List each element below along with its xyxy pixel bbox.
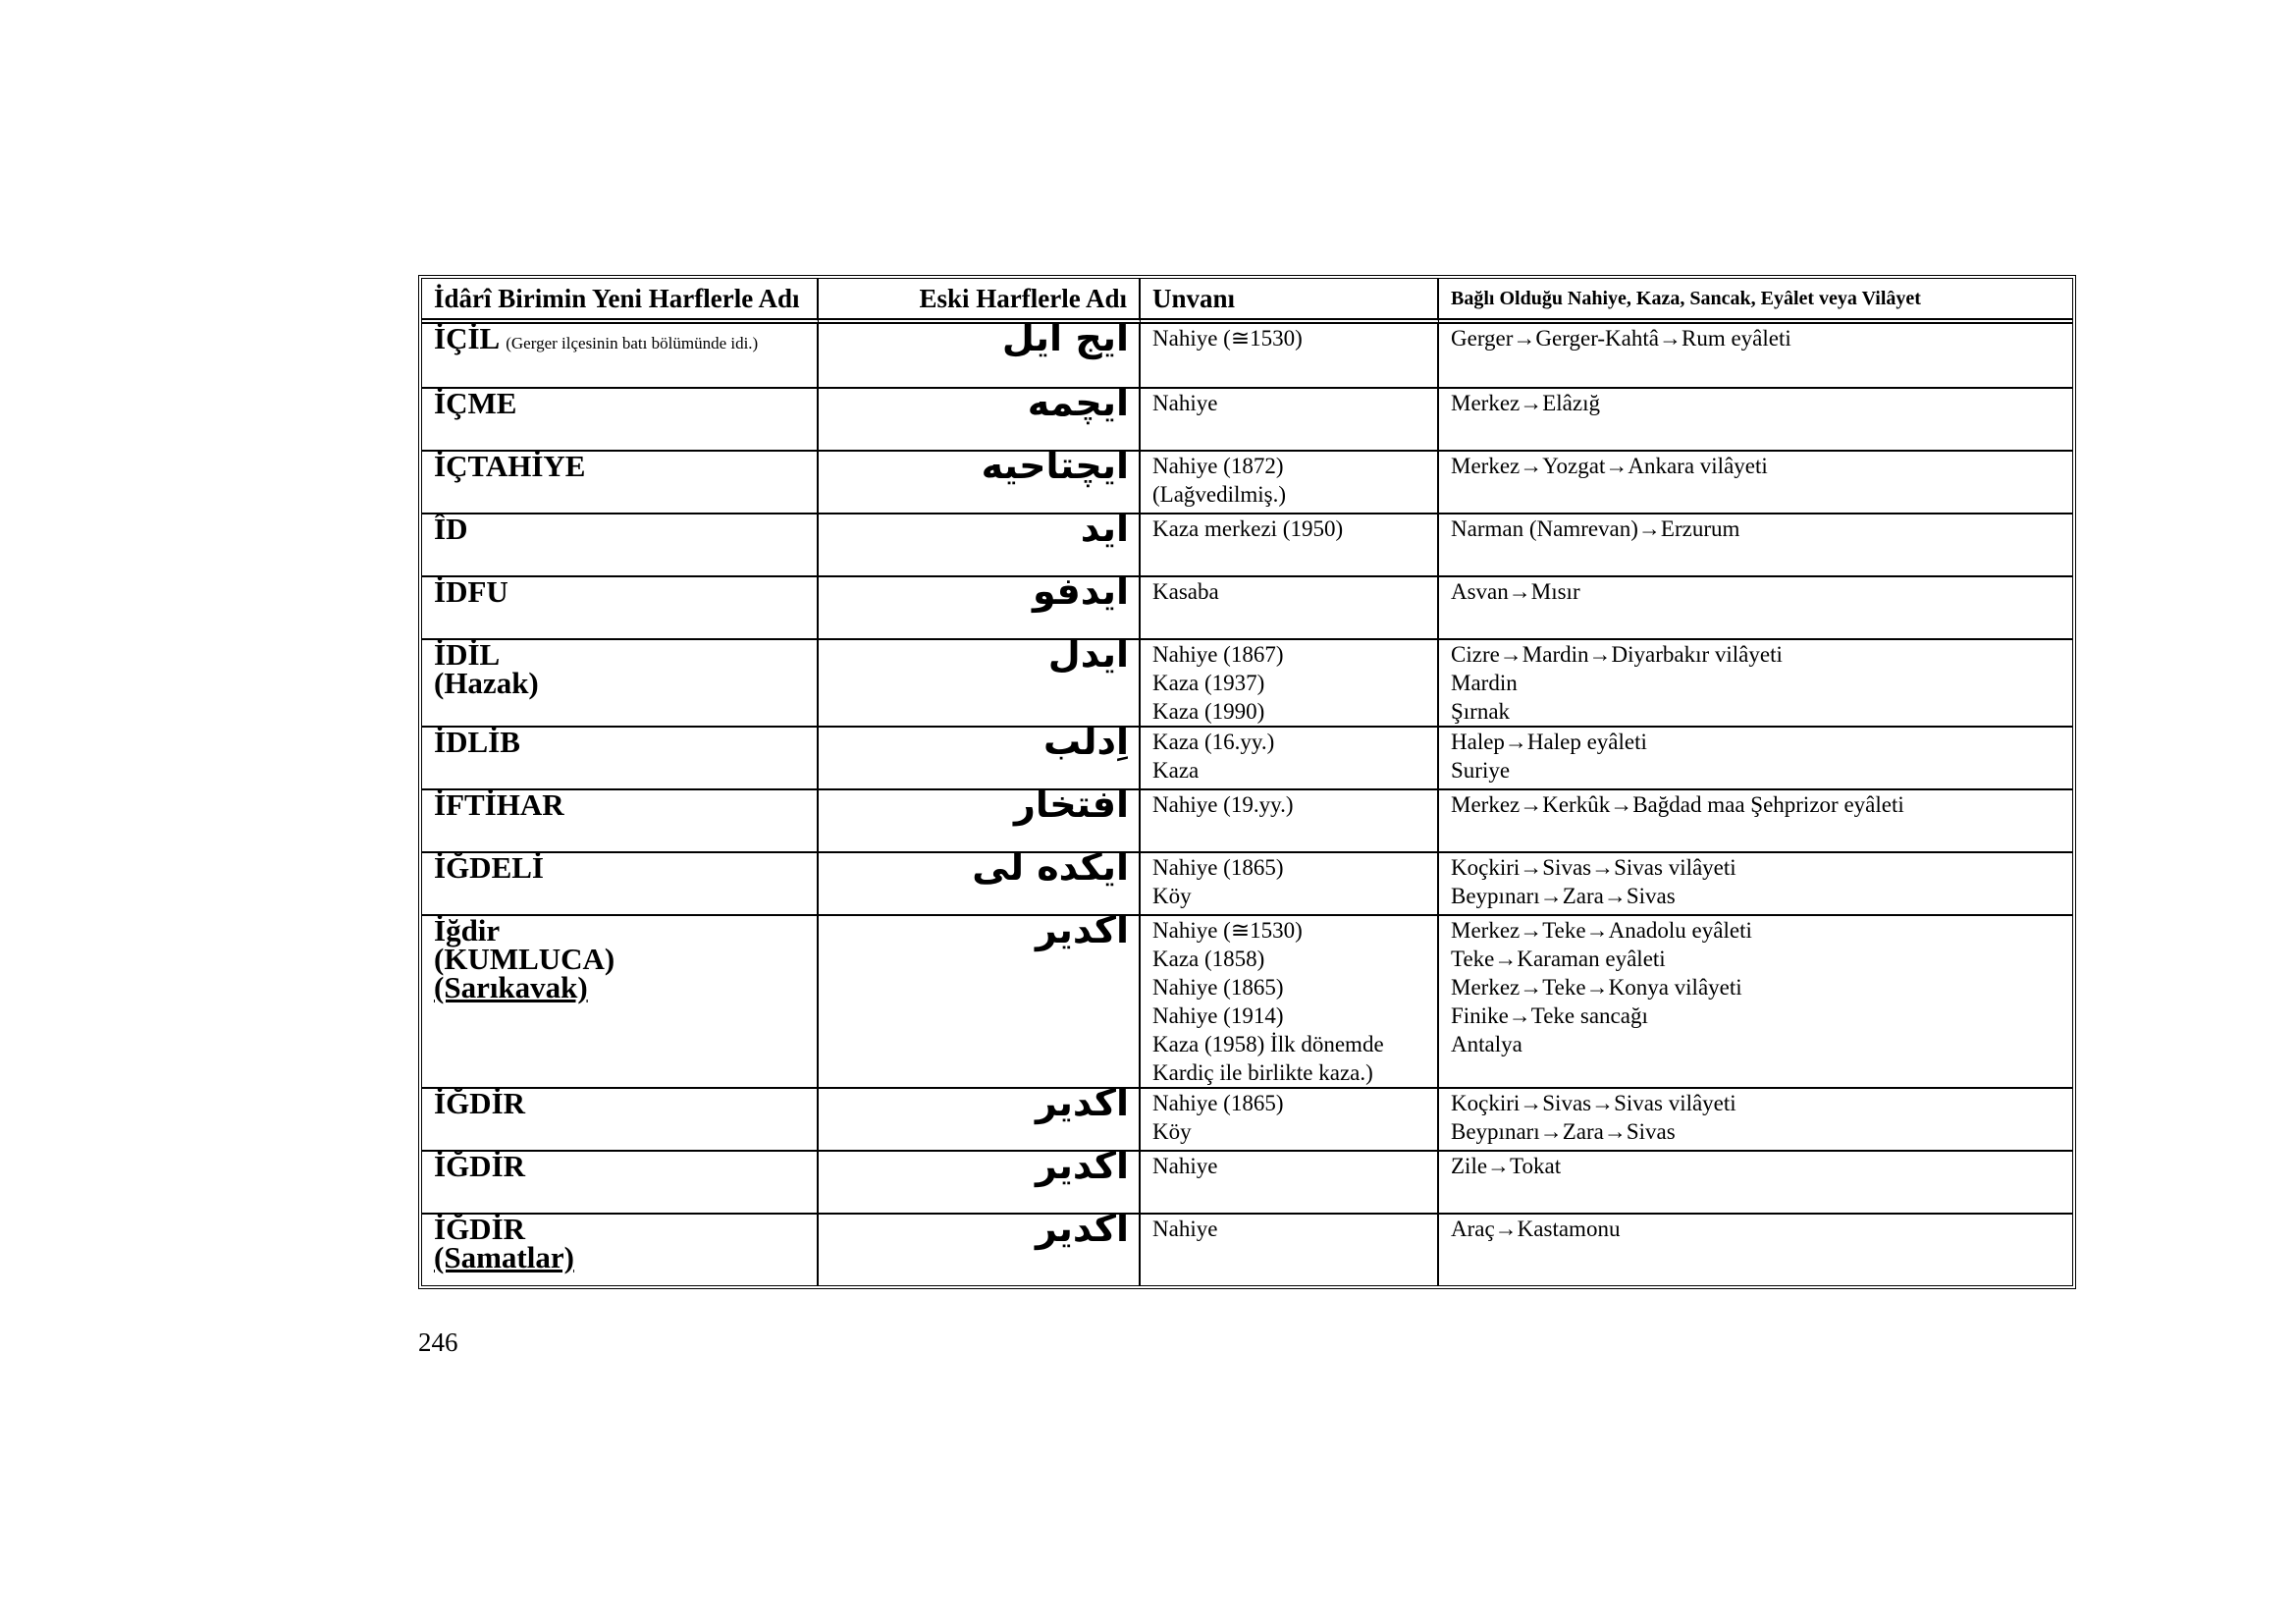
title-cell	[1141, 1215, 1439, 1285]
parent-line: Merkez→Yozgat→Ankara vilâyeti	[1451, 454, 1768, 478]
name-line: İĞDİR	[434, 1212, 526, 1246]
parent-line: Zile→Tokat	[1451, 1154, 1562, 1178]
title-cell	[1141, 452, 1439, 514]
title-line: Nahiye (1872)	[1152, 454, 1284, 478]
title-line: Kaza	[1152, 758, 1200, 783]
parent-cell	[1439, 853, 2072, 916]
parent-cell	[1439, 1215, 2072, 1285]
name-cell	[422, 787, 819, 853]
title-line: Nahiye (1914)	[1152, 1003, 1284, 1028]
old-name-cell: ايچمه	[819, 389, 1141, 452]
table-row	[422, 577, 2072, 640]
parent-cell	[1439, 389, 2072, 452]
parent-line: Teke→Karaman eyâleti	[1451, 947, 1666, 971]
title-cell	[1141, 514, 1439, 577]
title-cell	[1141, 640, 1439, 728]
parent-cell	[1439, 452, 2072, 514]
parent-line: Beypınarı→Zara→Sivas	[1451, 1119, 1676, 1144]
parent-line: Araç→Kastamonu	[1451, 1217, 1621, 1241]
parent-cell	[1439, 728, 2072, 790]
parent-line: Narman (Namrevan)→Erzurum	[1451, 516, 1740, 541]
parent-cell	[1439, 514, 2072, 577]
title-line: Köy	[1152, 1119, 1192, 1144]
parent-cell	[1439, 1089, 2072, 1152]
name-line: İDİL	[434, 637, 501, 672]
parent-cell	[1439, 1152, 2072, 1215]
header-name: İdârî Birimin Yeni Harflerle Adı	[422, 279, 819, 324]
name-cell	[422, 850, 819, 916]
title-line: Kasaba	[1152, 579, 1219, 604]
title-cell	[1141, 389, 1439, 452]
table-row	[422, 728, 2072, 790]
name-line: İDLİB	[434, 725, 520, 759]
table-row	[422, 514, 2072, 577]
parent-line: Merkez→Kerkûk→Bağdad maa Şehprizor eyâleti	[1451, 792, 1904, 817]
title-cell	[1141, 790, 1439, 853]
title-line: Nahiye (1867)	[1152, 642, 1284, 667]
name-cell	[422, 386, 819, 452]
old-name-cell: ايكده لى	[819, 853, 1141, 916]
parent-line: Merkez→Teke→Konya vilâyeti	[1451, 975, 1742, 1000]
table-row	[422, 853, 2072, 916]
name-line: İDFU	[434, 574, 508, 609]
parent-cell	[1439, 324, 2072, 389]
parent-line: Antalya	[1451, 1032, 1522, 1056]
parent-line: Koçkiri→Sivas→Sivas vilâyeti	[1451, 855, 1736, 880]
title-line: Kaza (1858)	[1152, 947, 1265, 971]
table-row	[422, 640, 2072, 728]
table-row	[422, 1089, 2072, 1152]
parent-line: Finike→Teke sancağı	[1451, 1003, 1648, 1028]
header-old-name: Eski Harflerle Adı	[819, 279, 1141, 324]
header-title: Unvanı	[1141, 279, 1439, 324]
parent-cell	[1439, 640, 2072, 728]
old-name-cell: ايد	[819, 514, 1141, 577]
table-body	[422, 316, 2072, 1285]
name-note: (Gerger ilçesinin batı bölümünde idi.)	[506, 334, 759, 352]
table-row	[422, 1215, 2072, 1285]
name-line: İĞDİR	[434, 1086, 526, 1120]
title-line: Kaza (1958) İlk dönemde	[1152, 1032, 1384, 1056]
name-line: İÇME	[434, 386, 517, 420]
name-line: (KUMLUCA)	[434, 942, 615, 976]
table-header	[422, 279, 2072, 324]
name-cell	[422, 514, 819, 577]
title-line: Nahiye (1865)	[1152, 855, 1284, 880]
title-line: Nahiye (≅1530)	[1152, 326, 1303, 351]
title-line: Nahiye (1865)	[1152, 975, 1284, 1000]
table-row	[422, 916, 2072, 1089]
title-line: Nahiye	[1152, 391, 1218, 415]
name-cell	[422, 1212, 819, 1285]
name-cell	[422, 725, 819, 790]
name-cell	[422, 1149, 819, 1215]
old-name-cell: ايچتاحيه	[819, 452, 1141, 514]
title-line: Nahiye (19.yy.)	[1152, 792, 1294, 817]
parent-line: Şırnak	[1451, 699, 1511, 724]
name-line: (Hazak)	[434, 666, 539, 700]
parent-line: Asvan→Mısır	[1451, 579, 1580, 604]
name-cell	[422, 449, 819, 514]
old-name-cell: اكدير	[819, 916, 1141, 1089]
parent-line: Beypınarı→Zara→Sivas	[1451, 884, 1676, 908]
table-row	[422, 790, 2072, 853]
name-cell	[422, 1086, 819, 1152]
old-name-cell: ايج ايل	[819, 324, 1141, 389]
old-name-cell: اكدير	[819, 1152, 1141, 1215]
parent-line: Cizre→Mardin→Diyarbakır vilâyeti	[1451, 642, 1783, 667]
parent-cell	[1439, 577, 2072, 640]
name-cell	[422, 574, 819, 640]
title-line: Nahiye	[1152, 1217, 1218, 1241]
title-line: Nahiye (1865)	[1152, 1091, 1284, 1115]
title-line: Kaza (16.yy.)	[1152, 730, 1275, 754]
title-cell	[1141, 728, 1439, 790]
header-row	[422, 279, 2072, 324]
name-line: İğdir	[434, 913, 501, 947]
parent-line: Mardin	[1451, 671, 1518, 695]
title-line: Köy	[1152, 884, 1192, 908]
parent-line: Suriye	[1451, 758, 1511, 783]
title-cell	[1141, 916, 1439, 1089]
table-row	[422, 1152, 2072, 1215]
page-number: 246	[418, 1327, 458, 1357]
old-name-cell: ايدفو	[819, 577, 1141, 640]
parent-line: Halep→Halep eyâleti	[1451, 730, 1647, 754]
name-line: İÇTAHİYE	[434, 449, 586, 483]
table-row	[422, 452, 2072, 514]
title-line: Nahiye	[1152, 1154, 1218, 1178]
title-cell	[1141, 1089, 1439, 1152]
name-cell	[422, 321, 819, 389]
parent-line: Merkez→Teke→Anadolu eyâleti	[1451, 918, 1752, 943]
old-name-cell: افتخار	[819, 790, 1141, 853]
name-line: (Sarıkavak)	[434, 970, 588, 1004]
title-cell	[1141, 324, 1439, 389]
parent-line: Gerger→Gerger-Kahtâ→Rum eyâleti	[1451, 326, 1791, 351]
title-line: (Lağvedilmiş.)	[1152, 482, 1287, 507]
title-line: Kaza merkezi (1950)	[1152, 516, 1344, 541]
table-row	[422, 324, 2072, 389]
title-cell	[1141, 1152, 1439, 1215]
old-name-cell: اكدير	[819, 1089, 1141, 1152]
name-line: ÎD	[434, 512, 468, 546]
old-name-cell: اكدير	[819, 1215, 1141, 1285]
parent-cell	[1439, 916, 2072, 1089]
name-cell	[422, 913, 819, 1089]
table-row	[422, 389, 2072, 452]
title-cell	[1141, 853, 1439, 916]
name-line: İÇİL	[434, 321, 499, 355]
title-line: Kardiç ile birlikte kaza.)	[1152, 1060, 1373, 1085]
name-line: (Samatlar)	[434, 1240, 574, 1274]
title-cell	[1141, 577, 1439, 640]
parent-cell	[1439, 790, 2072, 853]
title-line: Nahiye (≅1530)	[1152, 918, 1303, 943]
name-line: İFTİHAR	[434, 787, 564, 822]
title-line: Kaza (1990)	[1152, 699, 1265, 724]
parent-line: Koçkiri→Sivas→Sivas vilâyeti	[1451, 1091, 1736, 1115]
header-parent: Bağlı Olduğu Nahiye, Kaza, Sancak, Eyâlet veya Vilâyet	[1439, 279, 2072, 324]
name-cell	[422, 637, 819, 728]
old-name-cell: اِدلب	[819, 728, 1141, 790]
name-line: İĞDELİ	[434, 850, 544, 885]
name-line: İĞDİR	[434, 1149, 526, 1183]
parent-line: Merkez→Elâzığ	[1451, 391, 1600, 415]
title-line: Kaza (1937)	[1152, 671, 1265, 695]
old-name-cell: ايدل	[819, 640, 1141, 728]
place-names-table	[418, 275, 2076, 1289]
